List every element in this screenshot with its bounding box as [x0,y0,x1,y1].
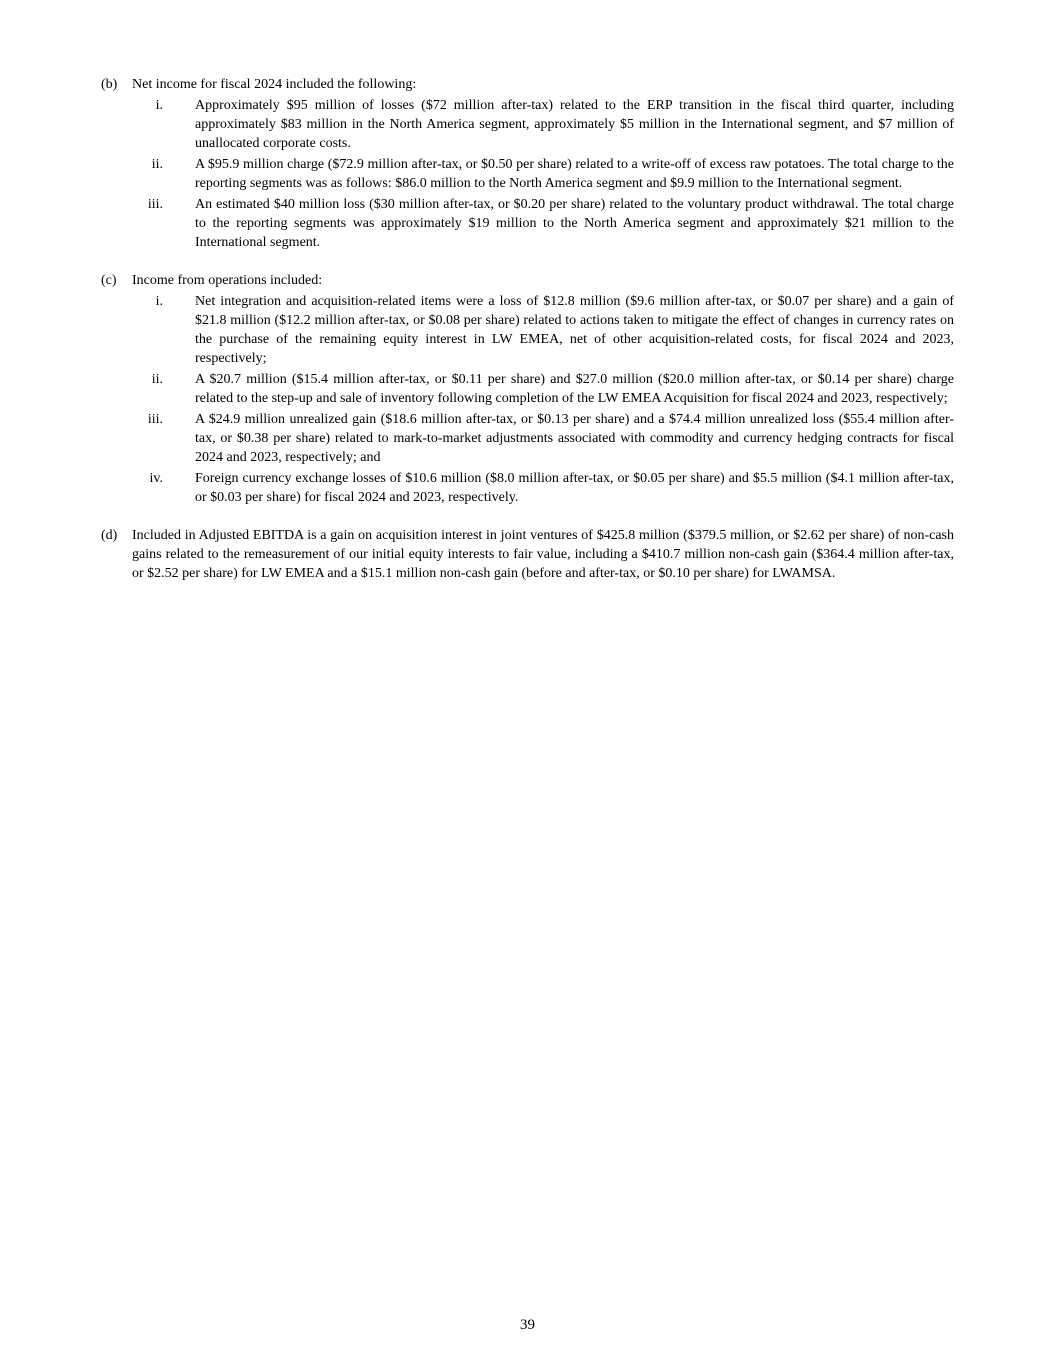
note-c [0,271,1055,507]
list-item-marker: ii. [151,372,163,387]
note-d [0,526,1055,583]
list-item [0,96,1055,153]
list-item-text: A $20.7 million ($15.4 million after-tax, or $0.11 per share) and $27.0 million ($20.0 million after-tax, or $0.14 per share) charge related to the step-up and sale of inventory following completion of the LW EMEA Acquisition for fiscal 2024 and 2023, respectively; [195,372,954,406]
list-item [0,155,1055,193]
note-text: Net income for fiscal 2024 included the following: [132,77,417,92]
note-b-list [0,96,1055,252]
note-text: Included in Adjusted EBITDA is a gain on acquisition interest in joint ventures of $425.8 million ($379.5 million, or $2.62 per share) of non-cash gains related to the remeasurement of our initial equity interests to fair value, including a $410.7 million non-cash gain ($364.4 million after-tax, or $2.52 per share) for LW EMEA and a $15.1 million non-cash gain (before and after-tax, or $0.10 per share) for LWAMSA. [132,528,954,581]
list-item-text: A $95.9 million charge ($72.9 million after-tax, or $0.50 per share) related to a write-off of excess raw potatoes. The total charge to the reporting segments was as follows: $86.0 million to the North America segment and $9.9 million to the International segment. [195,157,954,191]
list-item-marker: iii. [147,412,163,427]
list-item-marker: i. [155,294,163,309]
list-item [0,410,1055,467]
list-item-marker: iv. [149,471,163,486]
list-item-text: Net integration and acquisition-related items were a loss of $12.8 million ($9.6 million after-tax, or $0.07 per share) and a gain of $21.8 million ($12.2 million after-tax, or $0.08 per share) related to actions taken to mitigate the effect of changes in currency rates on the purchase of the remaining equity interest in LW EMEA, net of other acquisition-related costs, for fiscal 2024 and 2023, respectively; [195,294,954,366]
list-item-marker: ii. [151,157,163,172]
page-number: 39 [520,1317,535,1333]
note-b [0,75,1055,252]
list-item-text: Foreign currency exchange losses of $10.6 million ($8.0 million after-tax, or $0.05 per share) and $5.5 million ($4.1 million after-tax, or $0.03 per share) for fiscal 2024 and 2023, respectively. [195,471,954,505]
note-marker: (d) [101,528,118,543]
list-item-marker: i. [155,98,163,113]
list-item-text: Approximately $95 million of losses ($72 million after-tax) related to the ERP transition in the fiscal third quarter, including approximately $83 million in the North America segment, approximately $5 million in the International segment, and $7 million of unallocated corporate costs. [195,98,954,151]
list-item-text: An estimated $40 million loss ($30 million after-tax, or $0.20 per share) related to the voluntary product withdrawal. The total charge to the reporting segments was approximately $19 million to the North America segment and approximately $21 million to the International segment. [195,197,954,250]
list-item-marker: iii. [147,197,163,212]
list-item [0,370,1055,408]
page-content [0,75,1055,602]
note-c-list [0,292,1055,507]
note-marker: (c) [101,273,117,288]
list-item [0,292,1055,368]
list-item-text: A $24.9 million unrealized gain ($18.6 million after-tax, or $0.13 per share) and a $74.4 million unrealized loss ($55.4 million after-tax, or $0.38 per share) related to mark-to-market adjustments associated with commodity and currency hedging contracts for fiscal 2024 and 2023, respectively; and [195,412,954,465]
note-marker: (b) [101,77,118,92]
list-item [0,469,1055,507]
note-text: Income from operations included: [132,273,323,288]
list-item [0,195,1055,252]
